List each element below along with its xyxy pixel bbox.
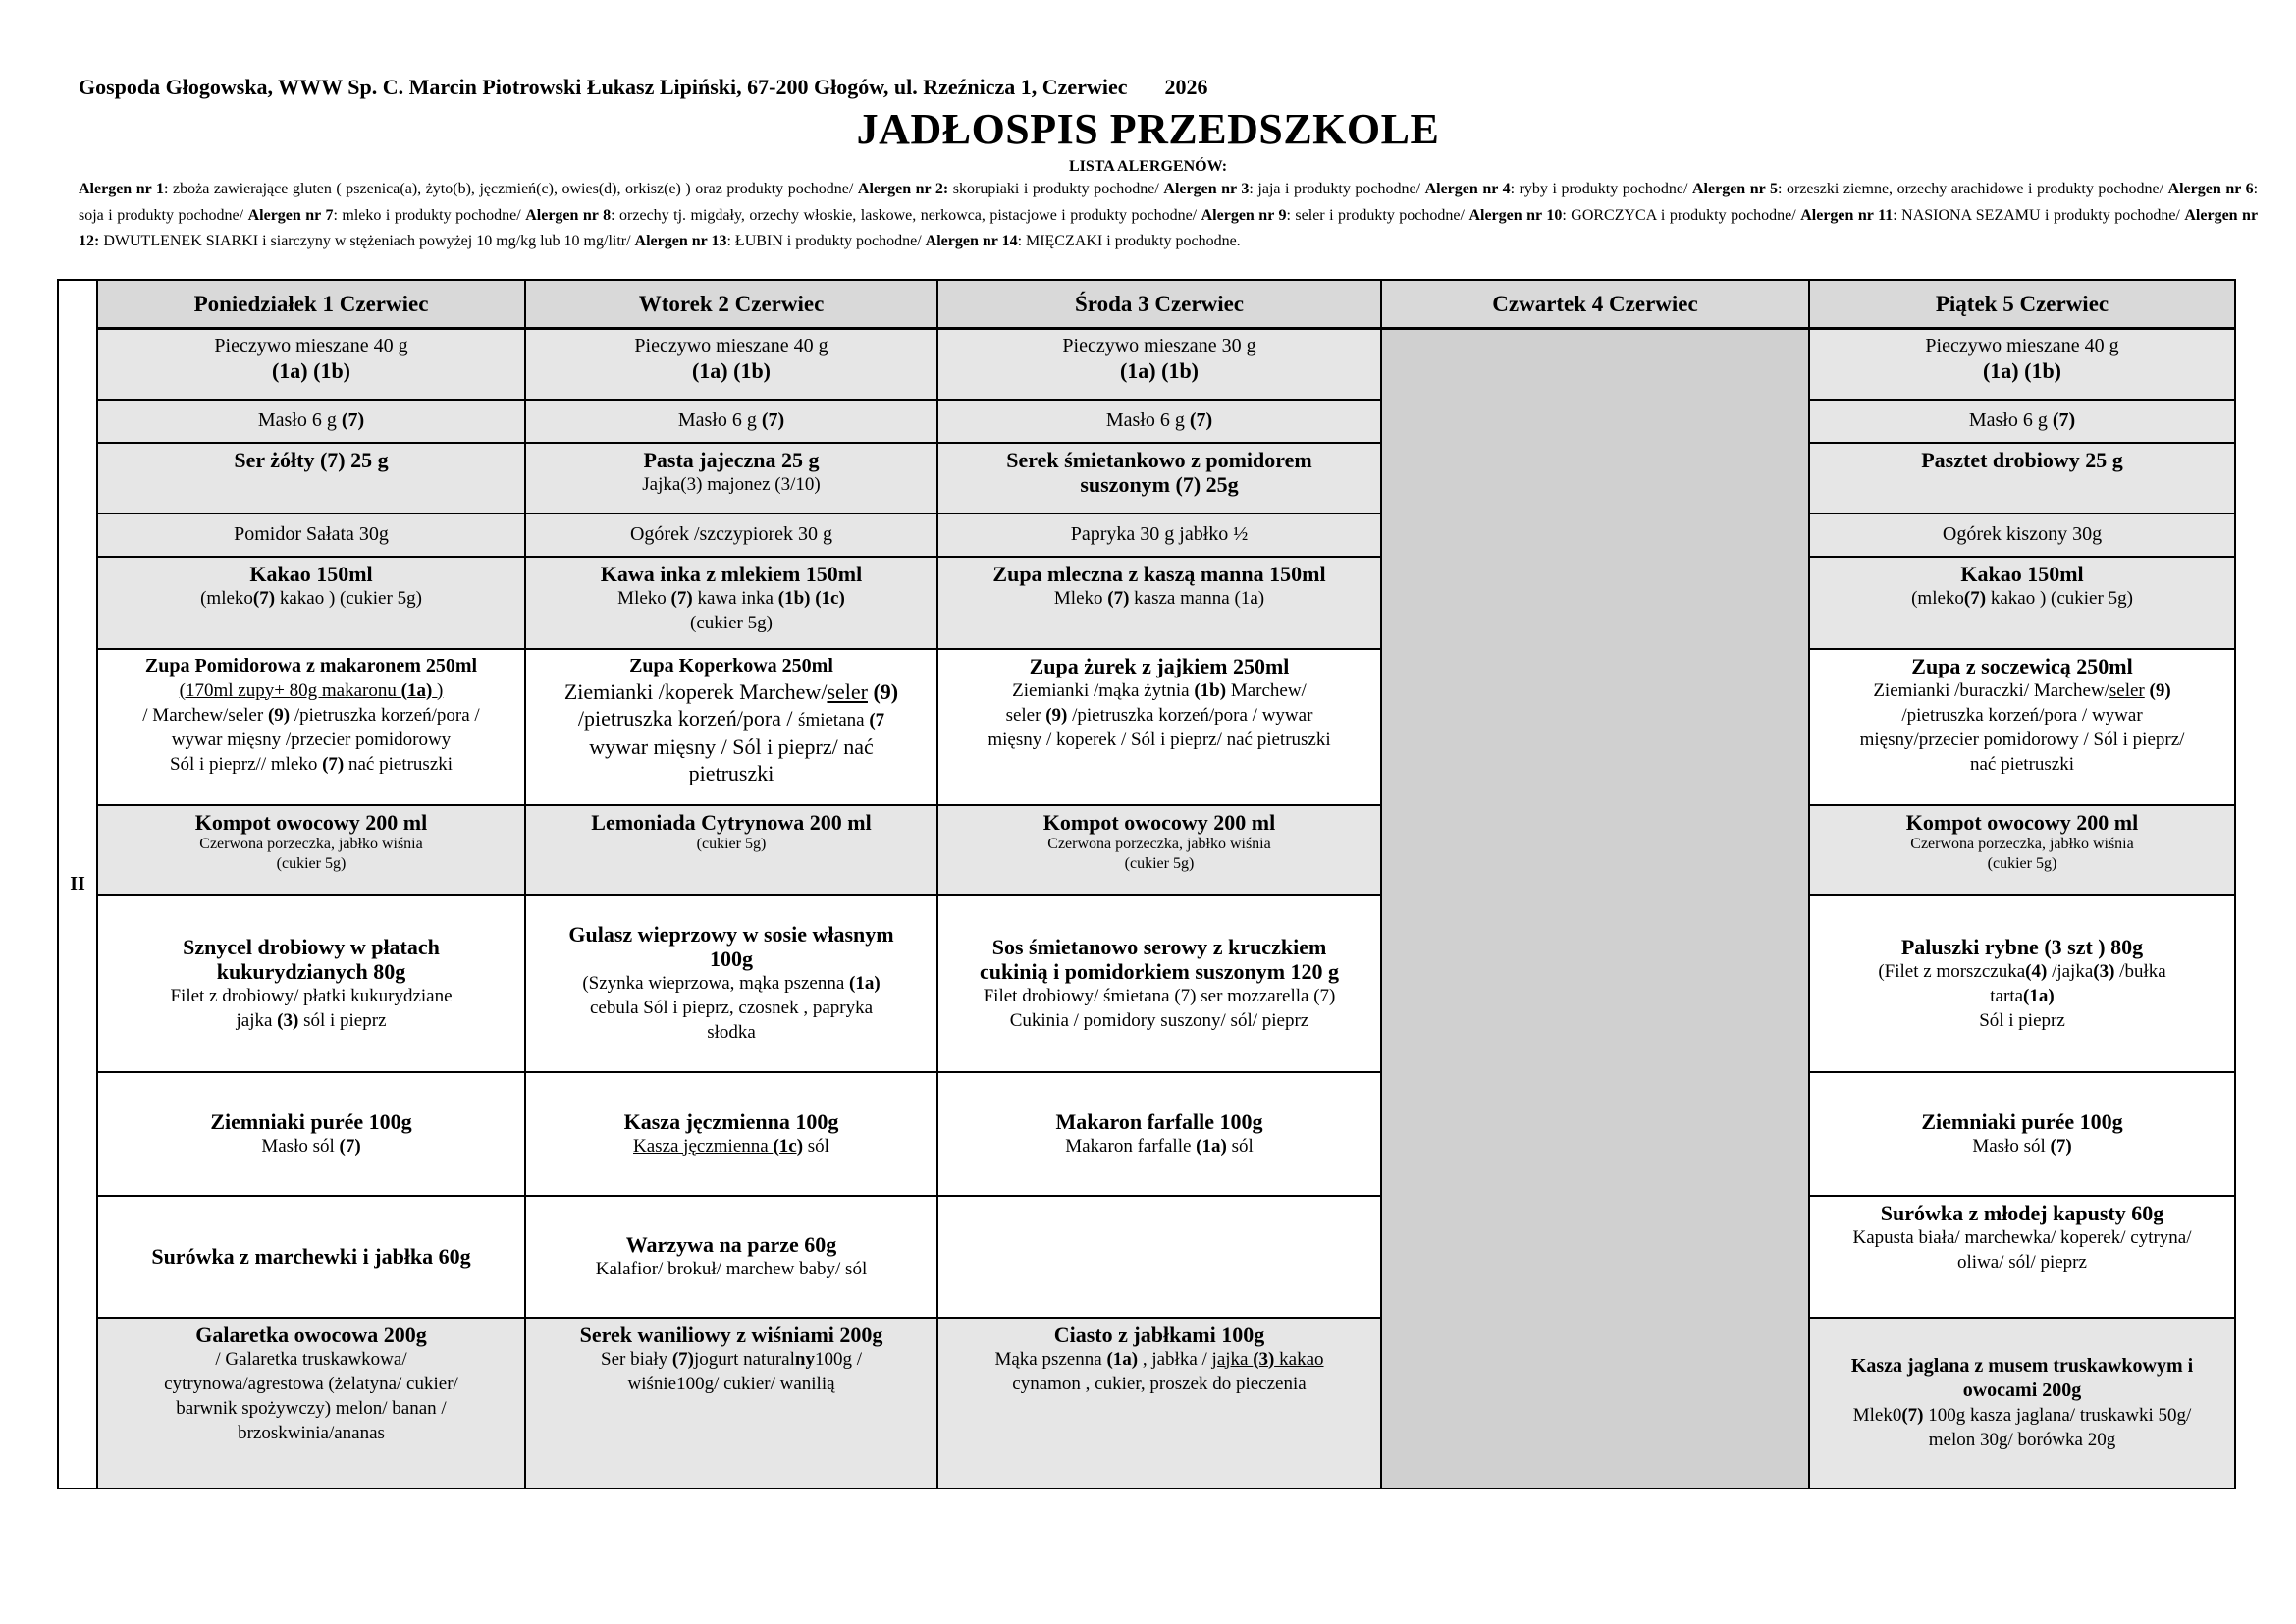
- soup-ingredients: / Marchew/seler (9) /pietruszka korzeń/pora /: [142, 704, 480, 726]
- allergen-description: : ŁUBIN i produkty pochodne/: [726, 233, 926, 249]
- main-fri: [1809, 895, 2235, 1072]
- side-dish-name: Ziemniaki purée 100g: [210, 1109, 412, 1134]
- menu-table-wrapper: [57, 279, 2236, 1489]
- lunch-drink-ingredients: Czerwona porzeczka, jabłko wiśnia: [199, 835, 423, 852]
- allergen-description: : soja i produkty pochodne/: [79, 181, 2259, 224]
- drink-fri: [1809, 557, 2235, 649]
- dessert-ingredients-cont: melon 30g/ borówka 20g: [1928, 1429, 2116, 1450]
- row-soup: [58, 649, 2235, 805]
- main-dish-ingredients-cont: Sól i pieprz: [1979, 1009, 2065, 1031]
- allergen-description: : zboża zawierające gluten ( pszenica(a), żyto(b), jęczmień(c), owies(d), orkisz(e) ) oraz produkty pochodne/: [164, 181, 858, 197]
- allergen-description: : MIĘCZAKI i produkty pochodne.: [1017, 233, 1241, 249]
- drink-name: Zupa mleczna z kaszą manna 150ml: [992, 561, 1326, 586]
- lunch-drink-ingredients: Czerwona porzeczka, jabłko wiśnia: [1910, 835, 2134, 852]
- soup-ingredients-cont: wywar mięsny /przecier pomidorowy: [171, 729, 452, 750]
- lunch-drink-name: Lemoniada Cytrynowa 200 ml: [591, 809, 872, 835]
- main-dish-name: Sos śmietanowo serowy z kruczkiem: [991, 934, 1327, 959]
- dessert-ingredients-cont: wiśnie100g/ cukier/ wanilią: [627, 1373, 835, 1394]
- allergen-label: Alergen nr 10: [1468, 206, 1563, 224]
- allergen-label: Alergen nr 8: [525, 206, 612, 224]
- soup-ingredients-cont: nać pietruszki: [1969, 753, 2075, 775]
- allergen-list-heading: LISTA ALERGENÓW:: [1068, 158, 1228, 175]
- main-dish-name-cont: cukinią i pomidorkiem suszonym 120 g: [979, 958, 1340, 984]
- dessert-ingredients: / Galaretka truskawkowa/: [215, 1348, 407, 1370]
- row-lunch-drink: [58, 805, 2235, 895]
- menu-year: 2026: [1164, 75, 1208, 99]
- main-dish-name-cont: kukurydzianych 80g: [216, 958, 406, 984]
- allergen-description: : mleko i produkty pochodne/: [333, 206, 526, 224]
- dessert-wed: [937, 1318, 1381, 1489]
- main-dish-ingredients-cont: słodka: [707, 1022, 756, 1043]
- allergen-label: Alergen nr 1: [79, 181, 165, 197]
- allergen-description: : orzeszki ziemne, orzechy arachidowe i produkty pochodne/: [1778, 181, 2168, 197]
- page-title: JADŁOSPIS PRZEDSZKOLE: [856, 105, 1440, 153]
- main-dish-ingredients-cont: tarta(1a): [1990, 985, 2055, 1006]
- dessert-ingredients-cont: cytrynowa/agrestowa (żelatyna/ cukier/: [164, 1373, 458, 1394]
- dessert-name: Ciasto z jabłkami 100g: [1053, 1322, 1265, 1347]
- butter-name: Masło 6 g: [1105, 409, 1190, 431]
- drink-wed: [937, 557, 1381, 649]
- soup-name: Zupa żurek z jajkiem 250ml: [1029, 653, 1290, 678]
- spread-name: Pasztet drobiowy 25 g: [1921, 447, 2123, 472]
- butter-wed: [937, 400, 1381, 443]
- main-dish-ingredients-cont: Cukinia / pomidory suszony/ sól/ pieprz: [1009, 1009, 1309, 1031]
- drink-ingredients: Mleko (7) kawa inka (1b) (1c): [617, 587, 845, 609]
- veg-wed: Papryka 30 g jabłko ½: [937, 514, 1381, 557]
- butter-allergen: (7): [2052, 409, 2076, 431]
- soup-wed: [937, 649, 1381, 805]
- side-dish-ingredients: Makaron farfalle (1a) sól: [1065, 1135, 1254, 1157]
- butter-allergen: (7): [341, 409, 365, 431]
- dessert-ingredients: Mlek0(7) 100g kasza jaglana/ truskawki 50g/: [1852, 1404, 2192, 1426]
- allergen-label: Alergen nr 6: [2167, 181, 2254, 197]
- allergen-description: : jaja i produkty pochodne/: [1249, 181, 1425, 197]
- drink-ingredients: (mleko(7) kakao ) (cukier 5g): [200, 587, 422, 609]
- spread-mon: [97, 443, 525, 514]
- side-tue: [525, 1072, 937, 1196]
- soup-ingredients-cont: mięsny/przecier pomidorowy / Sól i pieprz/: [1859, 729, 2185, 750]
- veg-tue: Ogórek /szczypiorek 30 g: [525, 514, 937, 557]
- soup-mon: [97, 649, 525, 805]
- bread-name: Pieczywo mieszane 30 g: [1062, 335, 1256, 356]
- allergen-description: : orzechy tj. migdały, orzechy włoskie, laskowe, nerkowca, pistacjowe i produkty pochodne/: [611, 206, 1201, 224]
- main-dish-name: Paluszki rybne (3 szt ) 80g: [1900, 934, 2144, 959]
- lunch-drink-tue: [525, 805, 937, 895]
- allergen-description: : seler i produkty pochodne/: [1286, 206, 1469, 224]
- salad-name: Surówka z młodej kapusty 60g: [1880, 1200, 2164, 1225]
- lunch-drink-fri: [1809, 805, 2235, 895]
- lunch-drink-wed: [937, 805, 1381, 895]
- salad-tue: [525, 1196, 937, 1318]
- salad-wed: [937, 1196, 1381, 1318]
- row-breakfast-drink: [58, 557, 2235, 649]
- allergen-description: : GORCZYCA i produkty pochodne/: [1562, 206, 1801, 224]
- lunch-drink-name: Kompot owocowy 200 ml: [1042, 809, 1276, 835]
- drink-name: Kawa inka z mlekiem 150ml: [600, 561, 863, 586]
- day-header-wed: Środa 3 Czerwiec: [937, 280, 1381, 329]
- soup-ingredients: Ziemianki /buraczki/ Marchew/seler (9): [1873, 679, 2171, 701]
- drink-name: Kakao 150ml: [249, 561, 373, 586]
- spread-name-cont: suszonym (7) 25g: [1080, 471, 1239, 497]
- day-header-tue: Wtorek 2 Czerwiec: [525, 280, 937, 329]
- row-dessert: [58, 1318, 2235, 1489]
- soup-name: Zupa Pomidorowa z makaronem 250ml: [144, 654, 478, 677]
- soup-ingredients: Ziemianki /koperek Marchew/seler (9): [563, 678, 899, 704]
- lunch-drink-sugar: (cukier 5g): [1987, 854, 2057, 872]
- lunch-drink-sugar: (cukier 5g): [1124, 854, 1195, 872]
- soup-ingredients-cont: /pietruszka korzeń/pora / wywar: [1901, 704, 2143, 726]
- dessert-name: Galaretka owocowa 200g: [195, 1322, 427, 1347]
- drink-tue: [525, 557, 937, 649]
- allergen-label: Alergen nr 11: [1800, 206, 1894, 224]
- main-mon: [97, 895, 525, 1072]
- spread-name: Ser żółty (7) 25 g: [234, 447, 389, 472]
- lunch-drink-ingredients: Czerwona porzeczka, jabłko wiśnia: [1047, 835, 1271, 852]
- row-side-dish: [58, 1072, 2235, 1196]
- main-dish-name: Sznycel drobiowy w płatach: [183, 934, 440, 959]
- butter-allergen: (7): [761, 409, 785, 431]
- dessert-fri: [1809, 1318, 2235, 1489]
- lunch-drink-name: Kompot owocowy 200 ml: [194, 809, 428, 835]
- side-dish-ingredients: Masło sól (7): [261, 1135, 361, 1157]
- side-dish-name: Ziemniaki purée 100g: [1921, 1109, 2123, 1134]
- bread-name: Pieczywo mieszane 40 g: [634, 335, 828, 356]
- allergen-description: skorupiaki i produkty pochodne/: [948, 181, 1164, 197]
- bread-tue: [525, 329, 937, 400]
- bread-mon: [97, 329, 525, 400]
- salad-name: Warzywa na parze 60g: [625, 1231, 837, 1257]
- drink-ingredients: (mleko(7) kakao ) (cukier 5g): [1911, 587, 2133, 609]
- soup-ingredients-cont: /pietruszka korzeń/pora / śmietana (7: [577, 705, 885, 731]
- butter-name: Masło 6 g: [257, 409, 342, 431]
- bread-allergens: (1a) (1b): [1119, 358, 1200, 383]
- row-main-dish: [58, 895, 2235, 1072]
- spread-ingredients: Jajka(3) majonez (3/10): [642, 473, 821, 495]
- main-dish-name-cont: 100g: [710, 947, 753, 971]
- dessert-mon: [97, 1318, 525, 1489]
- allergen-label: Alergen nr 9: [1201, 206, 1287, 224]
- salad-name: Surówka z marchewki i jabłka 60g: [151, 1244, 471, 1269]
- side-dish-ingredients: Kasza jęczmienna (1c) sól: [633, 1135, 829, 1157]
- soup-ingredients-cont: seler (9) /pietruszka korzeń/pora / wywar: [1005, 704, 1313, 726]
- day-header-fri: Piątek 5 Czerwiec: [1809, 280, 2235, 329]
- bread-allergens: (1a) (1b): [1982, 358, 2062, 383]
- bread-name: Pieczywo mieszane 40 g: [1925, 335, 2119, 356]
- spread-name: Serek śmietankowo z pomidorem: [1006, 447, 1312, 472]
- meal-group-label: II: [58, 280, 97, 1489]
- row-spread: [58, 443, 2235, 514]
- side-dish-name: Kasza jęczmienna 100g: [623, 1109, 839, 1134]
- butter-name: Masło 6 g: [677, 409, 762, 431]
- drink-name: Kakao 150ml: [1960, 561, 2084, 586]
- soup-fri: [1809, 649, 2235, 805]
- dessert-name: Serek waniliowy z wiśniami 200g: [579, 1322, 883, 1347]
- main-dish-ingredients: Filet drobiowy/ śmietana (7) ser mozzarella (7): [983, 985, 1336, 1006]
- bread-name: Pieczywo mieszane 40 g: [214, 335, 408, 356]
- bread-fri: [1809, 329, 2235, 400]
- soup-portion: (170ml zupy+ 80g makaronu (1a) ): [179, 679, 444, 701]
- spread-tue: [525, 443, 937, 514]
- row-butter: [58, 400, 2235, 443]
- bread-wed: [937, 329, 1381, 400]
- salad-mon: [97, 1196, 525, 1318]
- main-tue: [525, 895, 937, 1072]
- dessert-ingredients-cont: brzoskwinia/ananas: [238, 1422, 385, 1443]
- butter-name: Masło 6 g: [1968, 409, 2053, 431]
- salad-ingredients-cont: oliwa/ sól/ pieprz: [1957, 1251, 2087, 1272]
- day-header-mon: Poniedziałek 1 Czerwiec: [97, 280, 525, 329]
- side-wed: [937, 1072, 1381, 1196]
- veg-mon: Pomidor Sałata 30g: [97, 514, 525, 557]
- allergen-description: : ryby i produkty pochodne/: [1510, 181, 1692, 197]
- spread-fri: [1809, 443, 2235, 514]
- drink-mon: [97, 557, 525, 649]
- soup-ingredients-cont: Sól i pieprz// mleko (7) nać pietruszki: [169, 753, 454, 775]
- lunch-drink-mon: [97, 805, 525, 895]
- soup-ingredients: Ziemianki /mąka żytnia (1b) Marchew/: [1012, 679, 1307, 701]
- lunch-drink-sugar: (cukier 5g): [696, 835, 767, 852]
- bread-allergens: (1a) (1b): [271, 358, 351, 383]
- menu-table: [57, 279, 2236, 1489]
- lunch-drink-name: Kompot owocowy 200 ml: [1905, 809, 2139, 835]
- soup-name: Zupa Koperkowa 250ml: [629, 654, 833, 677]
- butter-tue: [525, 400, 937, 443]
- main-dish-ingredients: (Filet z morszczuka(4) /jajka(3) /bułka: [1878, 960, 2166, 982]
- allergen-label: Alergen nr 3: [1163, 181, 1250, 197]
- company-header: [79, 75, 1208, 100]
- allergen-label: Alergen nr 13: [634, 233, 727, 249]
- allergen-label: Alergen nr 2:: [857, 181, 949, 197]
- allergen-label: Alergen nr 12:: [79, 206, 2259, 249]
- day-header-thu: Czwartek 4 Czerwiec: [1381, 280, 1809, 329]
- allergen-label: Alergen nr 4: [1424, 181, 1511, 197]
- salad-fri: [1809, 1196, 2235, 1318]
- dessert-ingredients-cont: barwnik spożywczy) melon/ banan /: [176, 1397, 447, 1419]
- soup-tue: [525, 649, 937, 805]
- salad-ingredients: Kalafior/ brokuł/ marchew baby/ sól: [595, 1258, 868, 1279]
- side-dish-ingredients: Masło sól (7): [1972, 1135, 2072, 1157]
- lunch-drink-sugar: (cukier 5g): [276, 854, 347, 872]
- soup-ingredients-cont: mięsny / koperek / Sól i pieprz/ nać pietruszki: [988, 729, 1331, 750]
- salad-ingredients: Kapusta biała/ marchewka/ koperek/ cytryna/: [1852, 1226, 2192, 1248]
- main-dish-ingredients-cont: cebula Sól i pieprz, czosnek , papryka: [589, 998, 874, 1018]
- drink-sugar: (cukier 5g): [690, 612, 773, 633]
- side-fri: [1809, 1072, 2235, 1196]
- allergen-description: DWUTLENEK SIARKI i siarczyny w stężeniach powyżej 10 mg/kg lub 10 mg/litr/: [99, 233, 635, 249]
- row-salad: [58, 1196, 2235, 1318]
- main-dish-ingredients: Filet z drobiowy/ płatki kukurydziane: [170, 985, 453, 1006]
- dessert-name-cont: owocami 200g: [1962, 1379, 2082, 1401]
- main-wed: [937, 895, 1381, 1072]
- drink-ingredients: Mleko (7) kasza manna (1a): [1053, 587, 1265, 609]
- spread-name: Pasta jajeczna 25 g: [643, 447, 820, 472]
- veg-fri: Ogórek kiszony 30g: [1809, 514, 2235, 557]
- soup-ingredients-cont: pietruszki: [688, 760, 774, 785]
- soup-ingredients-cont: wywar mięsny / Sól i pieprz/ nać: [589, 733, 874, 759]
- dessert-ingredients: Mąka pszenna (1a) , jabłka / jajka (3) kakao: [994, 1348, 1324, 1370]
- allergen-list: [79, 177, 2258, 255]
- side-mon: [97, 1072, 525, 1196]
- butter-fri: [1809, 400, 2235, 443]
- main-dish-name: Gulasz wieprzowy w sosie własnym: [568, 922, 894, 947]
- dessert-ingredients: Ser biały (7)jogurt naturalny100g /: [601, 1348, 862, 1370]
- allergen-label: Alergen nr 5: [1691, 181, 1778, 197]
- days-header-row: [58, 280, 2235, 329]
- dessert-tue: [525, 1318, 937, 1489]
- company-name: Gospoda Głogowska, WWW Sp. C. Marcin Piotrowski Łukasz Lipiński, 67-200 Głogów, ul. Rzeźnicza 1, Czerwiec: [79, 75, 1128, 99]
- row-vegetables: [58, 514, 2235, 557]
- main-dish-ingredients-cont: jajka (3) sól i pieprz: [236, 1009, 387, 1031]
- side-dish-name: Makaron farfalle 100g: [1055, 1109, 1263, 1134]
- main-dish-ingredients: (Szynka wieprzowa, mąka pszenna (1a): [582, 973, 881, 994]
- spread-wed: [937, 443, 1381, 514]
- allergen-label: Alergen nr 7: [247, 206, 334, 224]
- allergen-description: : NASIONA SEZAMU i produkty pochodne/: [1893, 206, 2185, 224]
- soup-name: Zupa z soczewicą 250ml: [1911, 653, 2133, 678]
- butter-mon: [97, 400, 525, 443]
- butter-allergen: (7): [1189, 409, 1213, 431]
- dessert-ingredients-cont: cynamon , cukier, proszek do pieczenia: [1012, 1373, 1307, 1394]
- dessert-name: Kasza jaglana z musem truskawkowym i: [1850, 1354, 2194, 1377]
- row-bread: [58, 329, 2235, 400]
- allergen-label: Alergen nr 14: [925, 233, 1018, 249]
- thursday-empty-column: [1381, 329, 1809, 1489]
- bread-allergens: (1a) (1b): [691, 358, 772, 383]
